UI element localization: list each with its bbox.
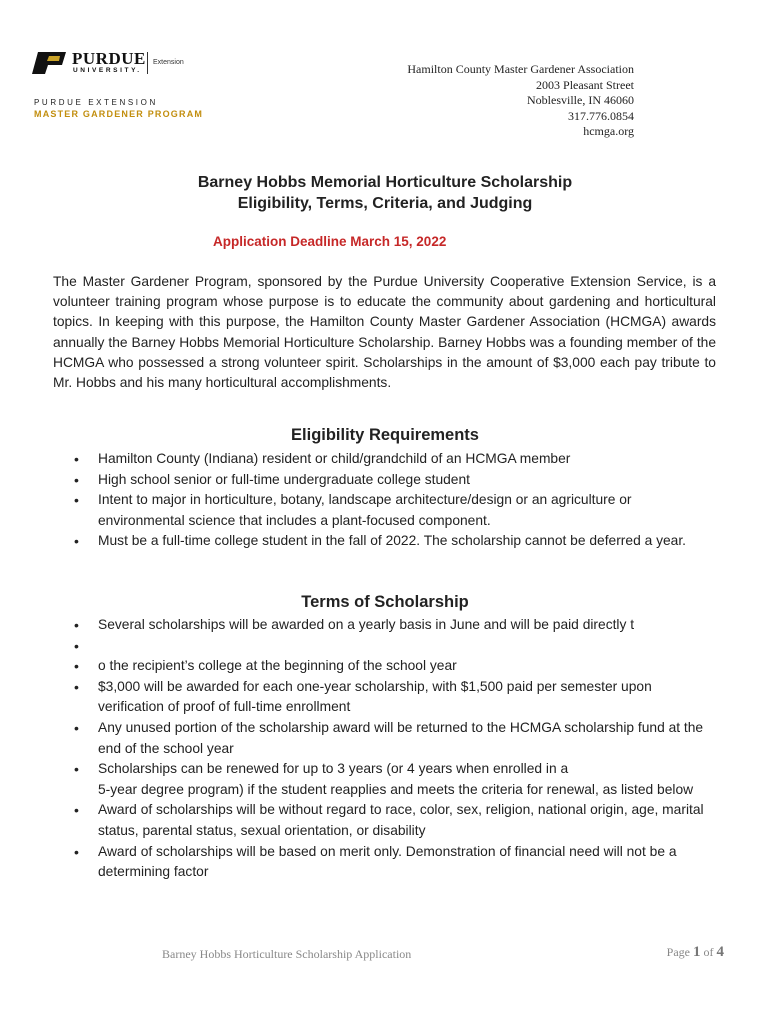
title-line-2: Eligibility, Terms, Criteria, and Judging — [237, 195, 533, 212]
list-item: • Intent to major in horticulture, botany, landscape architecture/design or an agriculture or environmental science that includes a plant-focused component. — [74, 492, 632, 528]
address-block — [407, 62, 634, 140]
document-title — [0, 172, 770, 214]
logo-divider — [147, 52, 148, 74]
list-item: • Award of scholarships will be based on merit only. Demonstration of financial need will not be a determining factor — [74, 843, 677, 880]
page-number: Page 1 of 4 — [666, 944, 724, 960]
intro-paragraph: The Master Gardener Program, sponsored by the Purdue University Cooperative Extension Service, is a volunteer training program whose purpose is to educate the community about gardening and horticultural topics. In keeping with this purpose, the Hamilton County Master Gardener Association (HCMGA) awards annually the Barney Hobbs Memorial Horticulture Scholarship. Barney Hobbs was a founding member of the HCMGA who possessed a strong volunteer spirit. Scholarships in the amount of $3,000 each pay tribute to Mr. Hobbs and his many horticultural accomplishments. — [53, 274, 716, 391]
bullet-icon: • — [74, 658, 79, 675]
extension-wordmark: Extension — [153, 59, 184, 66]
bullet-icon: • — [74, 471, 79, 488]
program-line-2: MASTER GARDENER PROGRAM — [34, 109, 204, 119]
list-item: • Any unused portion of the scholarship award will be returned to the HCMGA scholarship fund at the end of the school year — [74, 719, 704, 756]
bullet-icon: • — [74, 533, 79, 550]
list-item: • High school senior or full-time undergraduate college student — [0, 470, 720, 491]
eligibility-heading: Eligibility Requirements — [291, 426, 479, 444]
purdue-wordmark: PURDUE — [72, 49, 146, 68]
address-web: hcmga.org — [583, 124, 634, 139]
bullet-icon: • — [74, 451, 79, 467]
list-item: • o the recipient’s college at the beginning of the school year — [0, 656, 720, 677]
list-item: • Several scholarships will be awarded on a yearly basis in June and will be paid directly t — [0, 615, 720, 636]
list-item — [0, 636, 720, 657]
university-wordmark: UNIVERSITY. — [73, 67, 142, 74]
address-city: Noblesville, IN 46060 — [527, 93, 634, 108]
renewal-continuation: 5-year degree program) if the student reapplies and meets the criteria for renewal, as listed below — [98, 781, 694, 797]
footer-document-name: Barney Hobbs Horticulture Scholarship Application — [162, 947, 412, 961]
list-item: • $3,000 will be awarded for each one-year scholarship, with $1,500 paid per semester upon verification of proof of full-time enrollment — [74, 678, 652, 715]
purdue-p-icon — [32, 52, 68, 74]
list-item: • Award of scholarships will be without regard to race, color, sex, religion, national origin, age, marital status, parental status, sexual orientation, or disability — [74, 802, 704, 838]
address-street: 2003 Pleasant Street — [536, 77, 634, 92]
list-item: • Hamilton County (Indiana) resident or child/grandchild of an HCMGA member — [0, 449, 720, 470]
terms-heading: Terms of Scholarship — [301, 593, 469, 611]
bullet-icon: • — [74, 761, 79, 778]
eligibility-list — [0, 449, 720, 552]
bullet-icon: • — [74, 492, 79, 509]
list-item: • Scholarships can be renewed for up to 3 years (or 4 years when enrolled in a 5-year degree program) if the student reapplies and meets the criteria for renewal, as listed below — [74, 761, 694, 797]
list-item: • Must be a full-time college student in the fall of 2022. The scholarship cannot be deferred a year. — [0, 531, 720, 552]
bullet-icon: • — [74, 719, 79, 736]
program-line-1: PURDUE EXTENSION — [34, 98, 158, 107]
bullet-icon: • — [74, 678, 79, 695]
bullet-icon: • — [74, 843, 79, 860]
address-org: Hamilton County Master Gardener Association — [407, 62, 634, 76]
application-deadline: Application Deadline March 15, 2022 — [213, 234, 447, 249]
bullet-icon: • — [74, 637, 79, 654]
bullet-icon: • — [74, 802, 79, 819]
terms-list — [0, 615, 720, 883]
title-line-1: Barney Hobbs Memorial Horticulture Scholarship — [197, 174, 573, 191]
bullet-icon: • — [74, 617, 79, 633]
address-phone: 317.776.0854 — [568, 108, 634, 123]
